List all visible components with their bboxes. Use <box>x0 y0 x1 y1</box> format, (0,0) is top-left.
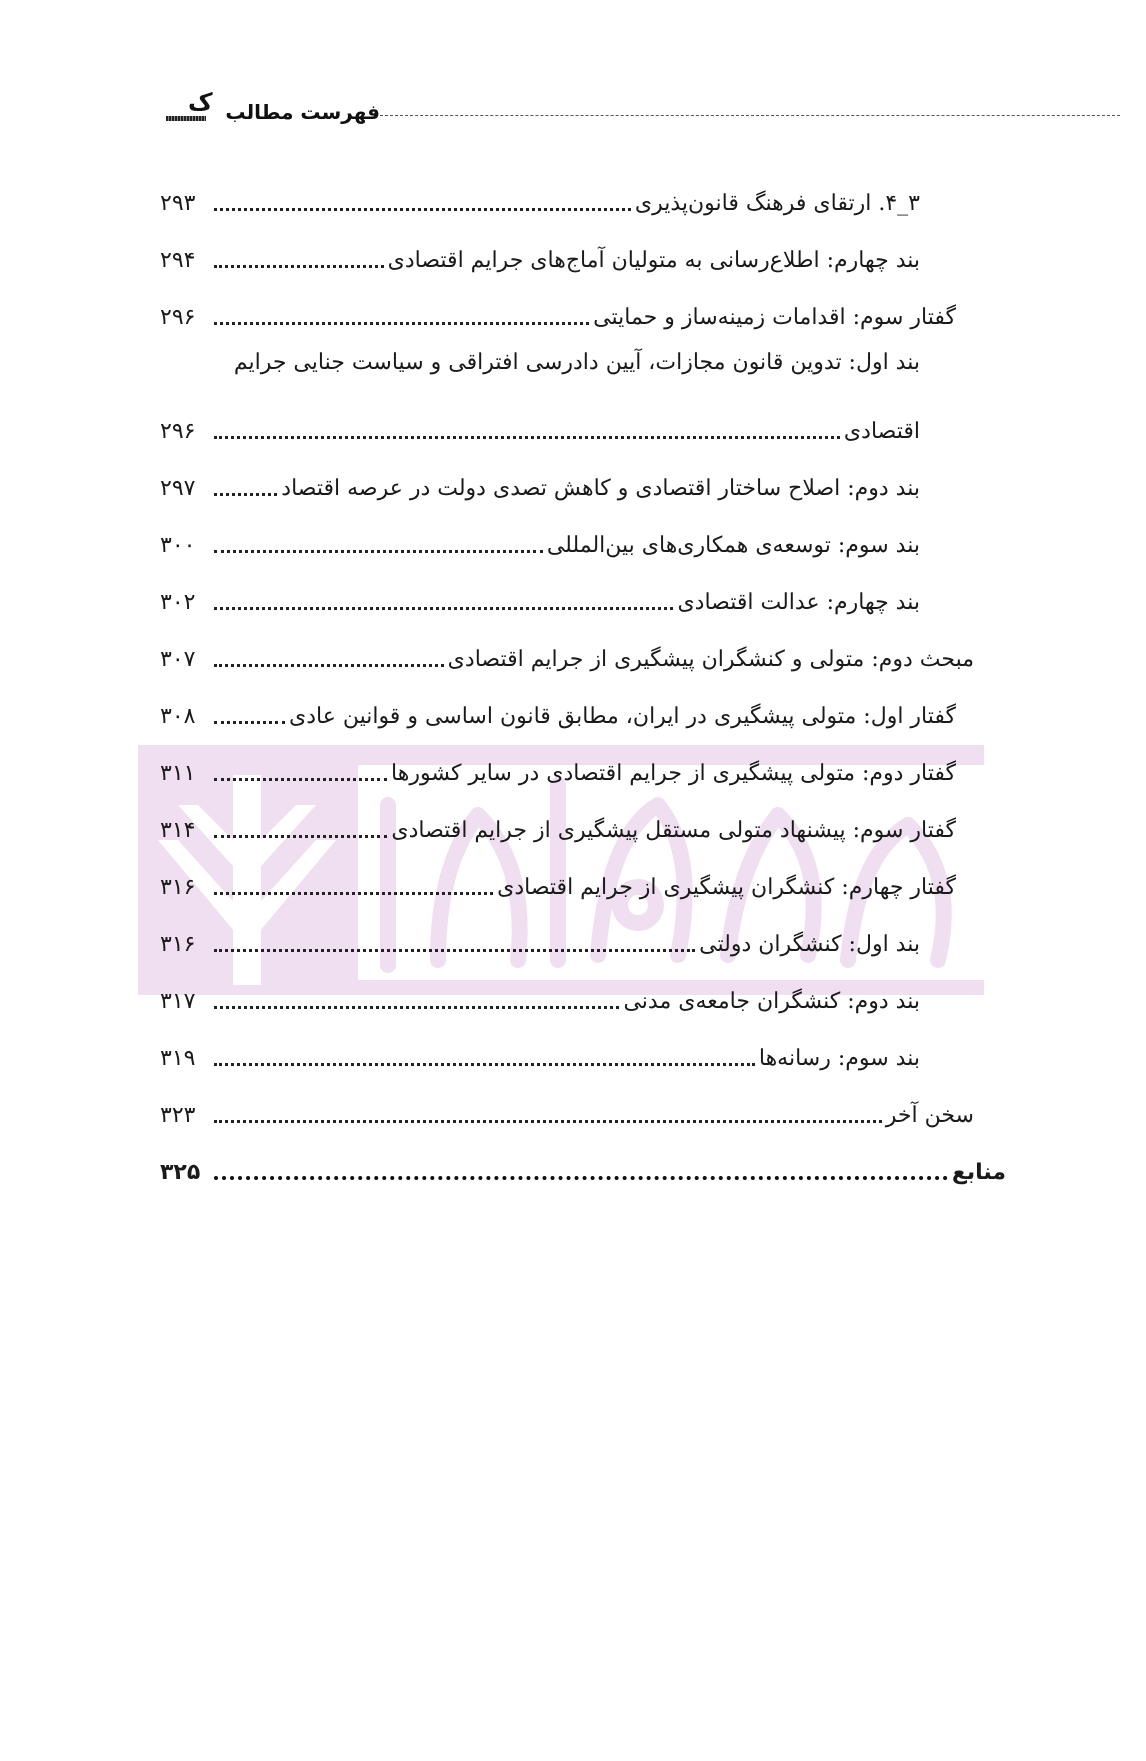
leader-dots <box>214 550 543 553</box>
toc-entry[interactable]: مبحث دوم: متولی و کنشگران پیشگیری از جرایم اقتصادی ۳۰۷ <box>160 647 974 672</box>
page-ref: ۳۰۸ <box>160 704 196 729</box>
leader-dots <box>214 1120 882 1123</box>
toc-entry[interactable]: بند دوم: اصلاح ساختار اقتصادی و کاهش تصدی دولت در عرصه اقتصاد ۲۹۷ <box>160 476 920 501</box>
page-title: فهرست مطالب <box>225 100 380 124</box>
leader-dots <box>214 778 387 781</box>
leader-dots <box>214 892 493 895</box>
page-ref: ۳۰۰ <box>160 533 196 558</box>
leader-dots <box>214 664 444 667</box>
leader-dots <box>214 436 840 439</box>
leader-dots <box>214 1063 755 1066</box>
toc-entry[interactable]: گفتار چهارم: کنشگران پیشگیری از جرایم اقتصادی ۳۱۶ <box>160 875 956 900</box>
page-ref: ۳۱۱ <box>160 761 196 786</box>
leader-dots <box>214 1176 948 1180</box>
toc-entry[interactable]: گفتار اول: متولی پیشگیری در ایران، مطابق قانون اساسی و قوانین عادی ۳۰۸ <box>160 704 956 729</box>
toc-entry[interactable]: گفتار دوم: متولی پیشگیری از جرایم اقتصادی در سایر کشورها ۳۱۱ <box>160 761 956 786</box>
header-rule <box>380 115 1120 116</box>
toc-entry[interactable]: گفتار سوم: اقدامات زمینه‌ساز و حمایتی ۲۹۶ <box>160 305 956 330</box>
leader-dots <box>214 607 673 610</box>
toc-entry[interactable]: بند چهارم: عدالت اقتصادی ۳۰۲ <box>160 590 920 615</box>
page-ref: ۲۹۶ <box>160 419 196 444</box>
page-ref: ۲۹۷ <box>160 476 196 501</box>
page-ref: ۳۲۳ <box>160 1103 196 1128</box>
page-ref: ۲۹۴ <box>160 248 196 273</box>
page-ref: ۳۱۹ <box>160 1046 196 1071</box>
leader-dots <box>214 721 285 724</box>
leader-dots <box>214 949 695 952</box>
leader-dots <box>214 493 277 496</box>
page-ref: ۳۲۵ <box>160 1160 201 1185</box>
toc-entry[interactable]: گفتار سوم: پیشنهاد متولی مستقل پیشگیری از جرایم اقتصادی ۳۱۴ <box>160 818 956 843</box>
leader-dots <box>214 1006 619 1009</box>
leader-dots <box>214 835 387 838</box>
toc-entry[interactable]: بند چهارم: اطلاع‌رسانی به متولیان آماج‌های جرایم اقتصادی ۲۹۴ <box>160 248 920 273</box>
page-ref: ۳۱۶ <box>160 932 196 957</box>
toc-entry[interactable]: بند سوم: رسانه‌ها ۳۱۹ <box>160 1046 920 1071</box>
page-header <box>160 88 1120 130</box>
toc-entry[interactable]: ۳_۴. ارتقای فرهنگ قانون‌پذیری ۲۹۳ <box>160 191 920 216</box>
toc-entry[interactable]: سخن آخر ۳۲۳ <box>160 1103 974 1128</box>
page-ref: ۳۱۶ <box>160 875 196 900</box>
toc-entry[interactable]: بند دوم: کنشگران جامعه‌ی مدنی ۳۱۷ <box>160 989 920 1014</box>
page-ref: ۳۱۷ <box>160 989 196 1014</box>
page-ref: ۲۹۳ <box>160 191 196 216</box>
toc-entry-line1[interactable]: بند اول: تدوین قانون مجازات، آیین دادرسی افتراقی و سیاست جنایی جرایم <box>233 350 920 375</box>
page-ref: ۳۱۴ <box>160 818 196 843</box>
page-ref: ۳۰۷ <box>160 647 196 672</box>
header-ornament-icon <box>166 116 206 121</box>
page-ref: ۳۰۲ <box>160 590 196 615</box>
leader-dots <box>214 208 631 211</box>
toc-entry[interactable]: بند اول: کنشگران دولتی ۳۱۶ <box>160 932 920 957</box>
page-ref: ۲۹۶ <box>160 305 196 330</box>
toc-entry[interactable]: بند سوم: توسعه‌ی همکاری‌های بین‌المللی ۳۰۰ <box>160 533 920 558</box>
page-number: ک <box>188 88 213 116</box>
toc-entry[interactable]: اقتصادی ۲۹۶ <box>160 419 920 444</box>
toc-entry-references[interactable]: منابع ۳۲۵ <box>160 1160 1006 1185</box>
leader-dots <box>214 265 384 268</box>
leader-dots <box>214 322 589 325</box>
